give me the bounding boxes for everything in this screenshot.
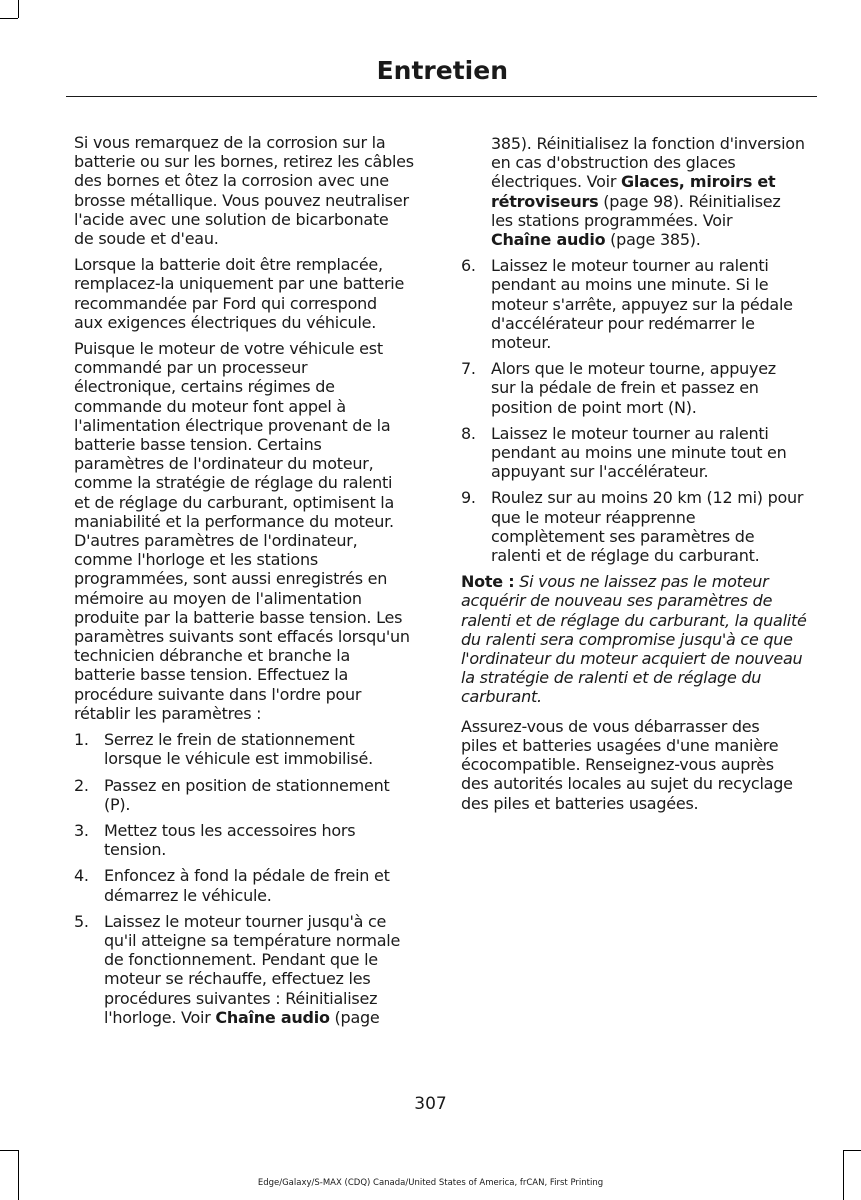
list-item: 8. Laissez le moteur tourner au ralenti pendant au moins une minute tout en appuyant sur l'accélérateur. xyxy=(461,423,787,482)
list-number: 1. xyxy=(74,730,89,750)
list-number: 5. xyxy=(74,911,89,931)
paragraph-engine-computer: Puisque le moteur de votre véhicule est commandé par un processeur électronique, certains régimes de commande du moteur font appel à l'alimentation électrique provenant de la batterie basse tension. Certains paramètres de l'ordinateur du moteur, comme la stratégie de réglage du ralenti et de réglage du carburant, optimisent la maniabilité et la performance du moteur. D'autres paramètres de l'ordinateur, comme l'horloge et les stations programmées, sont aussi enregistrés en mémoire au moyen de l'alimentation produite par la batterie basse tension. Les paramètres suivants sont effacés lorsqu'un technicien débranche et branche la batterie basse tension. Effectuez la procédure suivante dans l'ordre pour rétablir les paramètres : xyxy=(74,339,410,723)
list-item: 7. Alors que le moteur tourne, appuyez sur la pédale de frein et passez en position de point mort (N). xyxy=(461,359,776,417)
list-item: 4. Enfoncez à fond la pédale de frein et démarrez le véhicule. xyxy=(74,866,390,905)
paragraph-corrosion: Si vous remarquez de la corrosion sur la batterie ou sur les bornes, retirez les câbles des bornes et ôtez la corrosion avec une brosse métallique. Vous pouvez neutraliser l'acide avec une solution de bicarbonate de soude et d'eau. xyxy=(74,133,414,249)
procedure-list xyxy=(461,256,813,565)
list-item: 9. Roulez sur au moins 20 km (12 mi) pour que le moteur réapprenne complètement ses paramètres de ralenti et de réglage du carburant. xyxy=(461,488,804,566)
paragraph-replacement: Lorsque la batterie doit être remplacée, remplacez-la uniquement par une batterie recommandée par Ford qui correspond aux exigences électriques du véhicule. xyxy=(74,255,405,332)
list-number: 7. xyxy=(461,359,476,379)
crop-mark xyxy=(18,1150,19,1200)
list-number: 2. xyxy=(74,775,89,795)
list-number: 8. xyxy=(461,423,476,443)
step-5-continuation: 385). Réinitialisez la fonction d'inversion en cas d'obstruction des glaces électriques. Voir Glaces, miroirs et rétroviseurs (page 98). Réinitialisez les stations programmées. Voir Chaîne audio (page 385). xyxy=(491,134,805,250)
header-divider xyxy=(66,96,817,97)
list-item: 1. Serrez le frein de stationnement lorsque le véhicule est immobilisé. xyxy=(74,730,373,769)
list-number: 4. xyxy=(74,866,89,886)
crop-mark xyxy=(0,1150,18,1151)
crop-mark xyxy=(18,0,19,18)
left-column xyxy=(74,133,426,1034)
link-retroviseurs[interactable]: rétroviseurs xyxy=(491,191,599,211)
paragraph-disposal: Assurez-vous de vous débarrasser des piles et batteries usagées d'une manière écocompatible. Renseignez-vous auprès des autorités locales au sujet du recyclage des piles et batteries usagées. xyxy=(461,716,793,813)
link-chaine-audio[interactable]: Chaîne audio xyxy=(215,1007,330,1027)
procedure-list xyxy=(74,730,426,1027)
list-item: 3. Mettez tous les accessoires hors tension. xyxy=(74,820,356,860)
link-glaces-miroirs[interactable]: Glaces, miroirs et xyxy=(620,172,776,192)
crop-mark xyxy=(843,1150,844,1200)
page-number: 307 xyxy=(414,1094,447,1114)
right-column xyxy=(461,134,813,820)
list-number: 6. xyxy=(461,256,476,276)
crop-mark xyxy=(0,18,18,19)
note-block: Note : Si vous ne laissez pas le moteur acquérir de nouveau ses paramètres de ralenti et de réglage du carburant, la qualité du ralenti sera compromise jusqu'à ce que l'ordinateur du moteur acquiert de nouveau la stratégie de ralenti et de réglage du carburant. xyxy=(461,572,807,707)
list-number: 3. xyxy=(74,820,89,840)
crop-mark xyxy=(843,1150,861,1151)
link-chaine-audio[interactable]: Chaîne audio xyxy=(491,230,606,250)
note-label: Note : xyxy=(461,572,515,592)
list-number: 9. xyxy=(461,488,476,508)
page-title: Entretien xyxy=(376,56,508,85)
footer-text: Edge/Galaxy/S-MAX (CDQ) Canada/United States of America, frCAN, First Printing xyxy=(257,1178,604,1188)
list-item: 6. Laissez le moteur tourner au ralenti pendant au moins une minute. Si le moteur s'arrête, appuyez sur la pédale d'accélérateur pour redémarrer le moteur. xyxy=(461,256,793,353)
list-item: 5. Laissez le moteur tourner jusqu'à ce qu'il atteigne sa température normale de fonctionnement. Pendant que le moteur se réchauffe, effectuez les procédures suivantes : Réinitialisez l'horloge. Voir Chaîne audio (page xyxy=(74,911,401,1027)
list-item: 2. Passez en position de stationnement (P). xyxy=(74,775,390,814)
